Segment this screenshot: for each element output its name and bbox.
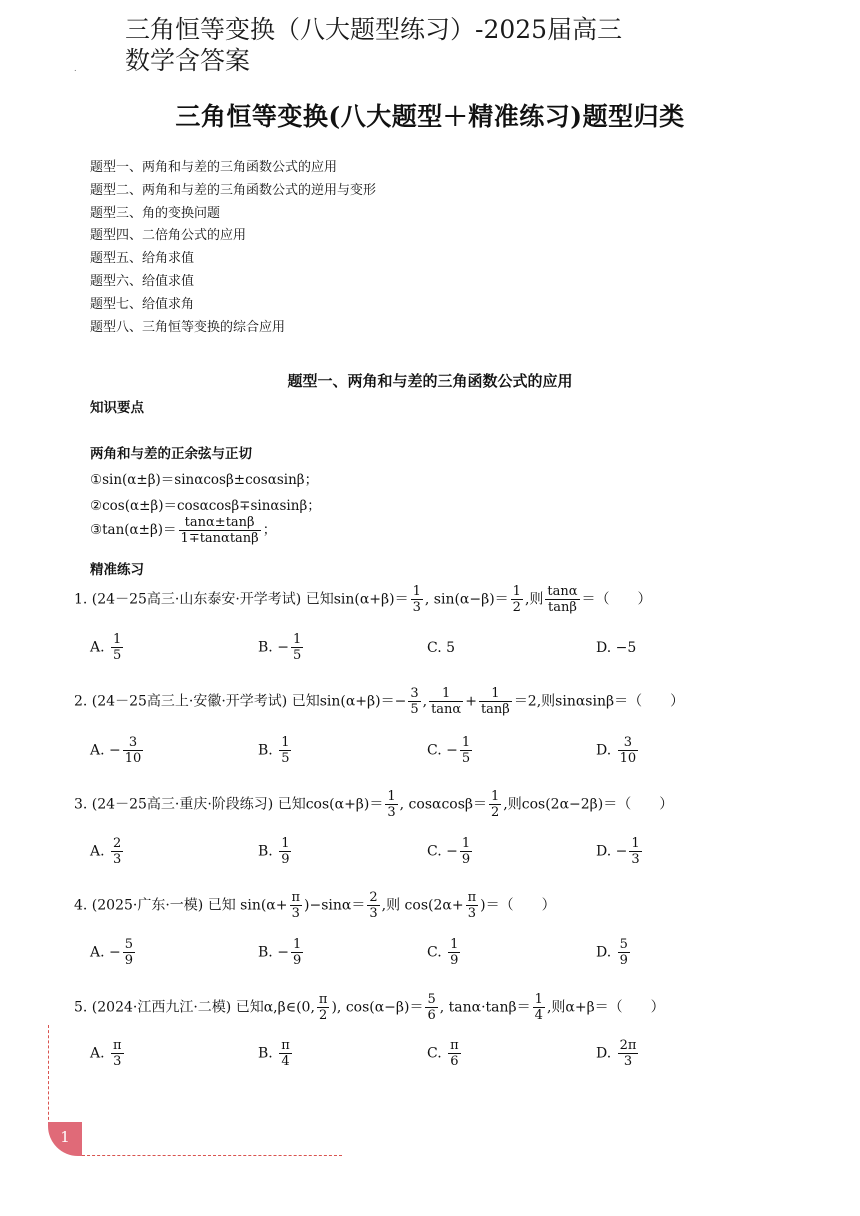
question-5-option-d[interactable]: D. $\frac{2\pi}{3}$ xyxy=(596,1038,637,1069)
decorative-dot: . xyxy=(74,64,77,73)
question-4-option-d[interactable]: D. $\frac{5}{9}$ xyxy=(596,937,628,968)
question-3-option-d[interactable]: D. − $\frac{1}{3}$ xyxy=(596,836,640,867)
toc-item: 题型六、给值求值 xyxy=(90,273,195,289)
question-5-stem: 5. (2024·江西九江·二模) 已知α,β∈(0, $\frac{\pi}{2}$ ), cos(α−β)＝ $\frac{5}{6}$ , tanα·tanβ＝ $\frac{1}{4}$ ,则α+β＝（ ） xyxy=(74,992,665,1023)
question-2-option-a[interactable]: A. − $\frac{3}{10}$ xyxy=(90,735,142,766)
question-3-stem: 3. (24－25高三·重庆·阶段练习) 已知cos(α+β)＝ $\frac{1}{3}$ , cosαcosβ＝ $\frac{1}{2}$ ,则cos(2α−2β)＝（ ） xyxy=(74,789,674,820)
toc-item: 题型八、三角恒等变换的综合应用 xyxy=(90,319,286,335)
toc-item: 题型七、给值求角 xyxy=(90,296,195,312)
formula-sin: ①sin(α±β)＝sinαcosβ±cosαsinβ； xyxy=(90,472,319,488)
question-4-option-c[interactable]: C. $\frac{1}{9}$ xyxy=(427,937,459,968)
question-1-option-d[interactable]: D. −5 xyxy=(596,640,637,656)
question-3-option-c[interactable]: C. − $\frac{1}{9}$ xyxy=(427,836,471,867)
page-number-badge: 1 xyxy=(48,1122,82,1156)
formula-cos: ②cos(α±β)＝cosαcosβ∓sinαsinβ； xyxy=(90,498,321,514)
question-3-option-b[interactable]: B. $\frac{1}{9}$ xyxy=(258,836,290,867)
formula-tan: ③tan(α±β)＝ $\frac{\tan\alpha\pm\tan\beta}{1\mp\tan\alpha\tan\beta}$ ； xyxy=(90,515,277,546)
corner-dashed-vertical xyxy=(48,1025,49,1125)
question-5-option-a[interactable]: A. $\frac{\pi}{3}$ xyxy=(90,1038,122,1069)
question-4-stem: 4. (2025·广东·一模) 已知 sin(α+ $\frac{\pi}{3}$ )−sinα＝ $\frac{2}{3}$ ,则 cos(2α+ $\frac{\pi}{3}$ )＝（ ） xyxy=(74,890,556,921)
fraction: $\frac{\tan\alpha\pm\tan\beta}{1\mp\tan\alpha\tan\beta}$ xyxy=(180,515,259,546)
toc-item: 题型五、给角求值 xyxy=(90,251,195,267)
question-2-option-b[interactable]: B. $\frac{1}{5}$ xyxy=(258,735,290,766)
question-3-option-a[interactable]: A. $\frac{2}{3}$ xyxy=(90,836,122,867)
question-2-stem: 2. (24－25高三上·安徽·开学考试) 已知sin(α+β)＝− $\frac{3}{5}$ , $\frac{1}{\tan\alpha}$ + $\frac{1}{\tan\beta}$ ＝2,则sinαsinβ＝（ ） xyxy=(74,686,685,717)
toc-item: 题型四、二倍角公式的应用 xyxy=(90,228,247,244)
main-title: 三角恒等变换(八大题型＋精准练习)题型归类 xyxy=(175,102,685,131)
corner-dashed-horizontal xyxy=(82,1155,342,1156)
question-1-stem: 1. (24－25高三·山东泰安·开学考试) 已知sin(α+β)＝ $\frac{1}{3}$ , sin(α−β)＝ $\frac{1}{2}$ ,则 $\frac{\tan\alpha}{\tan\beta}$ ＝（ ） xyxy=(74,584,652,615)
toc-item: 题型一、两角和与差的三角函数公式的应用 xyxy=(90,160,338,175)
question-1-option-b[interactable]: B. − $\frac{1}{5}$ xyxy=(258,632,302,663)
knowledge-label: 知识要点 xyxy=(90,400,144,416)
question-1-option-a[interactable]: A. $\frac{1}{5}$ xyxy=(90,632,122,663)
formula-label: 两角和与差的正余弦与正切 xyxy=(90,446,252,462)
document-title-line1: 三角恒等变换（八大题型练习）-2025届高三 xyxy=(125,15,623,44)
table-of-contents xyxy=(90,157,376,339)
practice-label: 精准练习 xyxy=(90,562,144,578)
question-2-option-c[interactable]: C. − $\frac{1}{5}$ xyxy=(427,735,471,766)
document-title xyxy=(125,14,685,76)
question-5-option-c[interactable]: C. $\frac{\pi}{6}$ xyxy=(427,1038,459,1069)
question-5-option-b[interactable]: B. $\frac{\pi}{4}$ xyxy=(258,1038,290,1069)
toc-item: 题型三、角的变换问题 xyxy=(90,205,221,221)
question-2-option-d[interactable]: D. $\frac{3}{10}$ xyxy=(596,735,637,766)
toc-item: 题型二、两角和与差的三角函数公式的逆用与变形 xyxy=(90,182,377,198)
document-title-line2: 数学含答案 xyxy=(125,46,251,75)
question-4-option-b[interactable]: B. − $\frac{1}{9}$ xyxy=(258,937,302,968)
question-1-option-c[interactable]: C. 5 xyxy=(427,640,456,656)
section-title: 题型一、两角和与差的三角函数公式的应用 xyxy=(287,372,573,390)
question-4-option-a[interactable]: A. − $\frac{5}{9}$ xyxy=(90,937,134,968)
